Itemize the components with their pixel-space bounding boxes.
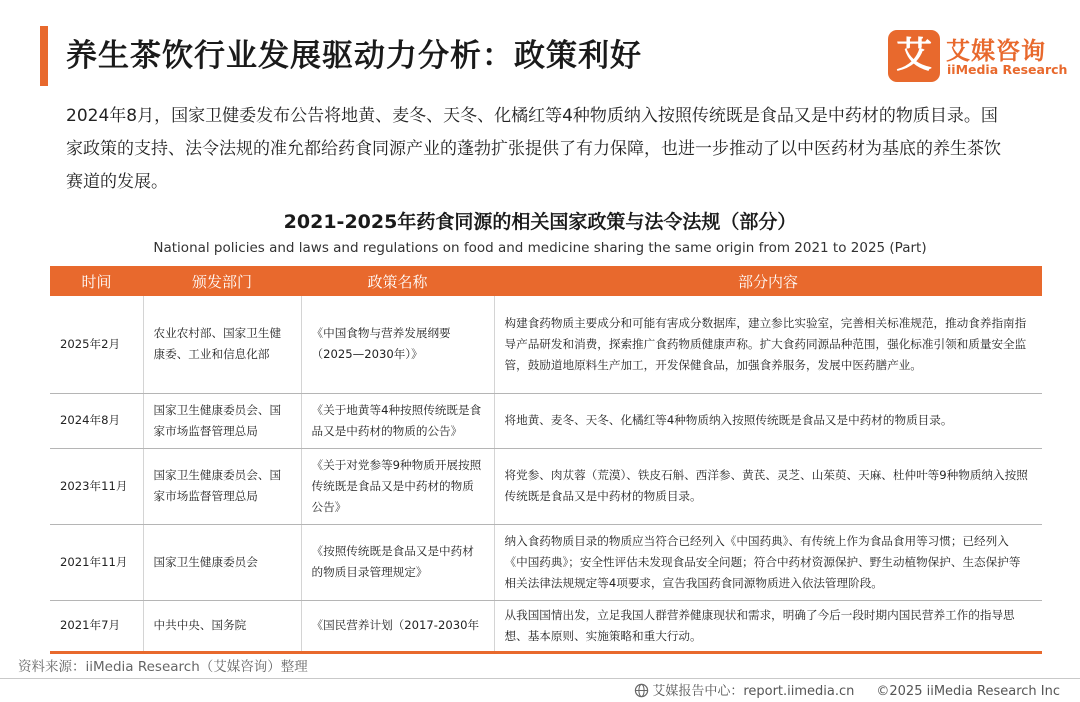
cell-department: 国家卫生健康委员会、国家市场监督管理总局 <box>143 393 301 448</box>
cell-department: 国家卫生健康委员会、国家市场监督管理总局 <box>143 448 301 524</box>
cell-policy-name: 《国民营养计划（2017-2030年 <box>301 600 494 652</box>
cell-time: 2023年11月 <box>50 448 143 524</box>
footer <box>634 680 1060 702</box>
table-title: 2021-2025年药食同源的相关国家政策与法令法规（部分） <box>283 211 797 233</box>
logo-text-en: iiMedia Research <box>947 62 1068 77</box>
cell-policy-name: 《按照传统既是食品又是中药材的物质目录管理规定》 <box>301 524 494 600</box>
iimedia-logo <box>888 30 1068 82</box>
cell-content: 纳入食药物质目录的物质应当符合已经列入《中国药典》、有传统上作为食品食用等习惯；已经列入《中国药典》；安全性评估未发现食品安全问题；符合中药材资源保护、野生动植物保护、生态保护等相关法律法规规定等4项要求，宣告我国药食同源物质进入依法管理阶段。 <box>494 524 1042 600</box>
header-time: 时间 <box>50 266 143 296</box>
cell-department: 农业农村部、国家卫生健康委、工业和信息化部 <box>143 296 301 393</box>
logo-text-cn: 艾媒咨询 <box>946 37 1046 65</box>
footer-copyright: ©2025 iiMedia Research Inc <box>876 684 1060 699</box>
cell-content: 将地黄、麦冬、天冬、化橘红等4种物质纳入按照传统既是食品又是中药材的物质目录。 <box>494 393 1042 448</box>
footer-divider <box>0 678 1080 679</box>
cell-time: 2021年11月 <box>50 524 143 600</box>
table-row <box>50 448 1042 524</box>
table-row <box>50 393 1042 448</box>
cell-policy-name: 《关于地黄等4种按照传统既是食品又是中药材的物质的公告》 <box>301 393 494 448</box>
header-department: 颁发部门 <box>143 266 301 296</box>
footer-report-center[interactable]: 艾媒报告中心：report.iimedia.cn <box>652 684 855 699</box>
source-note: 资料来源：iiMedia Research（艾媒咨询）整理 <box>18 659 308 675</box>
table-subtitle: National policies and laws and regulations on food and medicine sharing the same origin from 2021 to 2025 (Part) <box>153 240 927 256</box>
table-row <box>50 296 1042 393</box>
cell-content: 从我国国情出发，立足我国人群营养健康现状和需求，明确了今后一段时期内国民营养工作的指导思想、基本原则、实施策略和重大行动。 <box>494 600 1042 652</box>
header-policy-name: 政策名称 <box>301 266 494 296</box>
title-accent-bar <box>40 26 48 86</box>
cell-policy-name: 《中国食物与营养发展纲要（2025—2030年）》 <box>301 296 494 393</box>
intro-paragraph: 2024年8月，国家卫健委发布公告将地黄、麦冬、天冬、化橘红等4种物质纳入按照传统既是食品又是中药材的物质目录。国家政策的支持、法令法规的准允都给药食同源产业的蓬勃扩张提供了有力保障，也进一步推动了以中医药材为基底的养生茶饮赛道的发展。 <box>66 106 1001 192</box>
cell-time: 2024年8月 <box>50 393 143 448</box>
cell-time: 2025年2月 <box>50 296 143 393</box>
cell-time: 2021年7月 <box>50 600 143 652</box>
cell-content: 将党参、肉苁蓉（荒漠）、铁皮石斛、西洋参、黄芪、灵芝、山茱萸、天麻、杜仲叶等9种物质纳入按照传统既是食品又是中药材的物质目录。 <box>494 448 1042 524</box>
cell-content: 构建食药物质主要成分和可能有害成分数据库，建立参比实验室，完善相关标准规范，推动食养指南指导产品研发和消费，探索推广食药物质健康声称。扩大食药同源品种范围，强化标准引领和质量安全监管，鼓励道地原料生产加工，开发保健食品，加强食养服务，发展中医药膳产业。 <box>494 296 1042 393</box>
table-header-row <box>50 266 1042 296</box>
policy-table <box>50 266 1042 654</box>
header-content: 部分内容 <box>494 266 1042 296</box>
globe-icon <box>634 683 649 702</box>
cell-department: 中共中央、国务院 <box>143 600 301 652</box>
cell-policy-name: 《关于对党参等9种物质开展按照传统既是食品又是中药材的物质公告》 <box>301 448 494 524</box>
table-row <box>50 524 1042 600</box>
page-title: 养生茶饮行业发展驱动力分析：政策利好 <box>66 38 642 74</box>
table-row <box>50 600 1042 652</box>
logo-mark: 艾 <box>888 30 940 82</box>
cell-department: 国家卫生健康委员会 <box>143 524 301 600</box>
